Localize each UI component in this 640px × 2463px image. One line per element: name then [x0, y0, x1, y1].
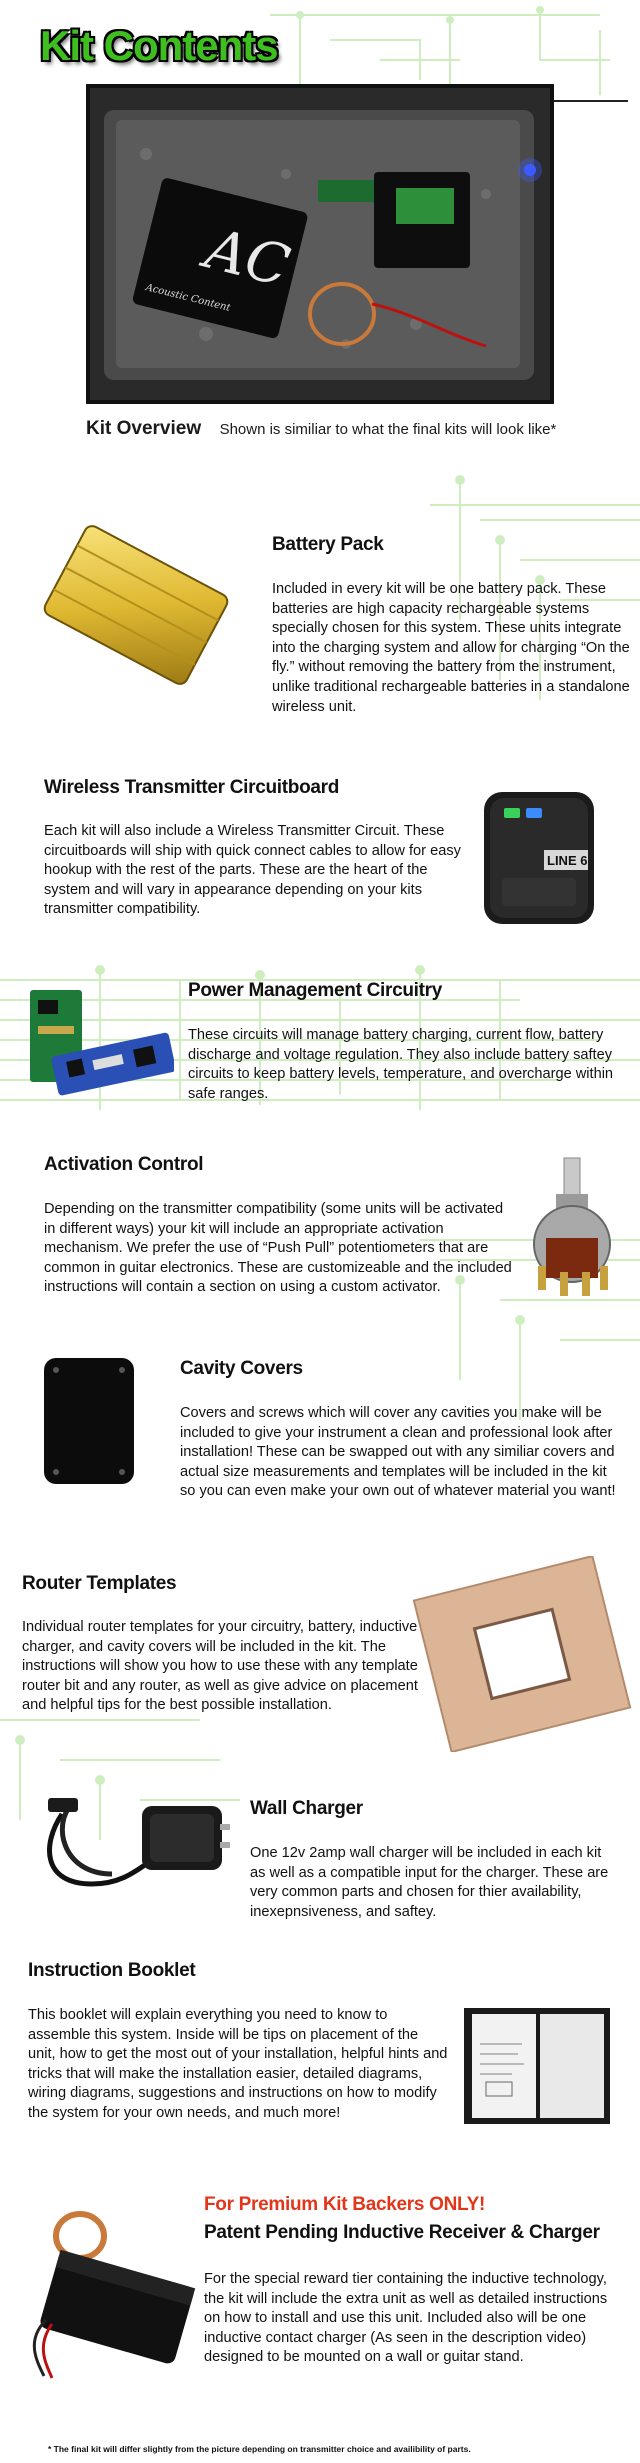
instruction-booklet-image — [462, 2004, 612, 2128]
cavity-cover-image — [40, 1354, 140, 1490]
footnote: * The final kit will differ slightly from the picture depending on transmitter choice and availibility of parts. — [48, 2444, 471, 2454]
power-text: These circuits will manage battery charging, current flow, battery discharge and voltage regulation. They also include battery saftey circuits to keep battery levels, temperature, and overcharge within safe ranges. — [188, 1027, 614, 1102]
booklet-heading: Instruction Booklet — [28, 1960, 196, 1981]
overview-caption: Shown is similiar to what the final kits will look like* — [219, 421, 557, 438]
kit-overview-photo — [86, 84, 554, 404]
charger-heading: Wall Charger — [250, 1798, 363, 1819]
potentiometer-image — [520, 1154, 630, 1304]
page-title: Kit Contents — [40, 22, 278, 69]
router-heading: Router Templates — [22, 1573, 177, 1594]
overview-label: Kit Overview — [86, 418, 202, 439]
transmitter-device-label: LINE 6 — [547, 853, 588, 868]
activation-heading: Activation Control — [44, 1154, 204, 1175]
cavity-text: Covers and screws which will cover any cavities you make will be included to give your instrument a clean and professional look after installation! These can be swapped out with any similiar covers and actual size measurements and templates will be included in the kit so you can even make your own out of whatever material you want! — [180, 1405, 616, 1500]
transmitter-image — [474, 782, 604, 932]
svg-text:AC: AC — [199, 216, 296, 300]
booklet-text: This booklet will explain everything you need to know to assemble this system. Inside will be tips on placement of the unit, how to get the most out of your installation, helpful hints and tricks that will make the installation easier, detailed diagrams, wiring diagrams, suggestions and instructions on how to modify the system for your own needs, and much more! — [28, 2007, 448, 2121]
inductive-receiver-image — [16, 2200, 206, 2380]
router-text: Individual router templates for your circuitry, battery, inductive charger, and cavity covers will be included in the kit. The instructions will show you how to use these with any template router bit and any router, as well as give advice on placement and helpful tips for the best possible installation. — [22, 1619, 418, 1714]
charger-text: One 12v 2amp wall charger will be included in each kit as well as a compatible input for the charger. These are very common parts and chosen for thier availability, inexepnsiveness, and saftey. — [250, 1845, 609, 1920]
wall-charger-image — [32, 1784, 232, 1904]
power-circuitry-image — [24, 986, 174, 1102]
premium-tag: For Premium Kit Backers ONLY! — [204, 2194, 485, 2215]
photo-brand: Acoustic Content — [144, 282, 232, 314]
transmitter-heading: Wireless Transmitter Circuitboard — [44, 777, 340, 798]
power-heading: Power Management Circuitry — [188, 980, 443, 1001]
premium-heading: Patent Pending Inductive Receiver & Charger — [204, 2222, 600, 2243]
cavity-heading: Cavity Covers — [180, 1358, 303, 1379]
premium-text: For the special reward tier containing the inductive technology, the kit will include the extra unit as well as detailed instructions on how to install and use this unit. Included also will be one inductive contact charger (As seen in the description video) designed to be mounted on a wall or guitar stand. — [204, 2271, 608, 2366]
battery-pack-image — [36, 520, 236, 690]
battery-text: Included in every kit will be one battery pack. These batteries are high capacity rechargeable systems specially chosen for this system. These units integrate into the charging system and allow for charging “On the fly.” without removing the battery from the instrument, unlike traditional rechargeable batteries in a standalone wireless unit. — [272, 581, 630, 715]
battery-heading: Battery Pack — [272, 534, 384, 555]
router-template-image — [412, 1556, 632, 1752]
transmitter-text: Each kit will also include a Wireless Transmitter Circuit. These circuitboards will ship with quick connect cables to allow for easy hookup with the rest of the parts. These are the heart of the system and will vary in appearance depending on your kits transmitter compatibility. — [44, 823, 461, 918]
activation-text: Depending on the transmitter compatibility (some units will be activated in different ways) your kit will include an appropriate activation mechanism. We prefer the use of “Push Pull” potentiometers that are common in guitar electronics. These are customizeable and the included instructions will contain a section on using a custom activator. — [44, 1201, 512, 1296]
